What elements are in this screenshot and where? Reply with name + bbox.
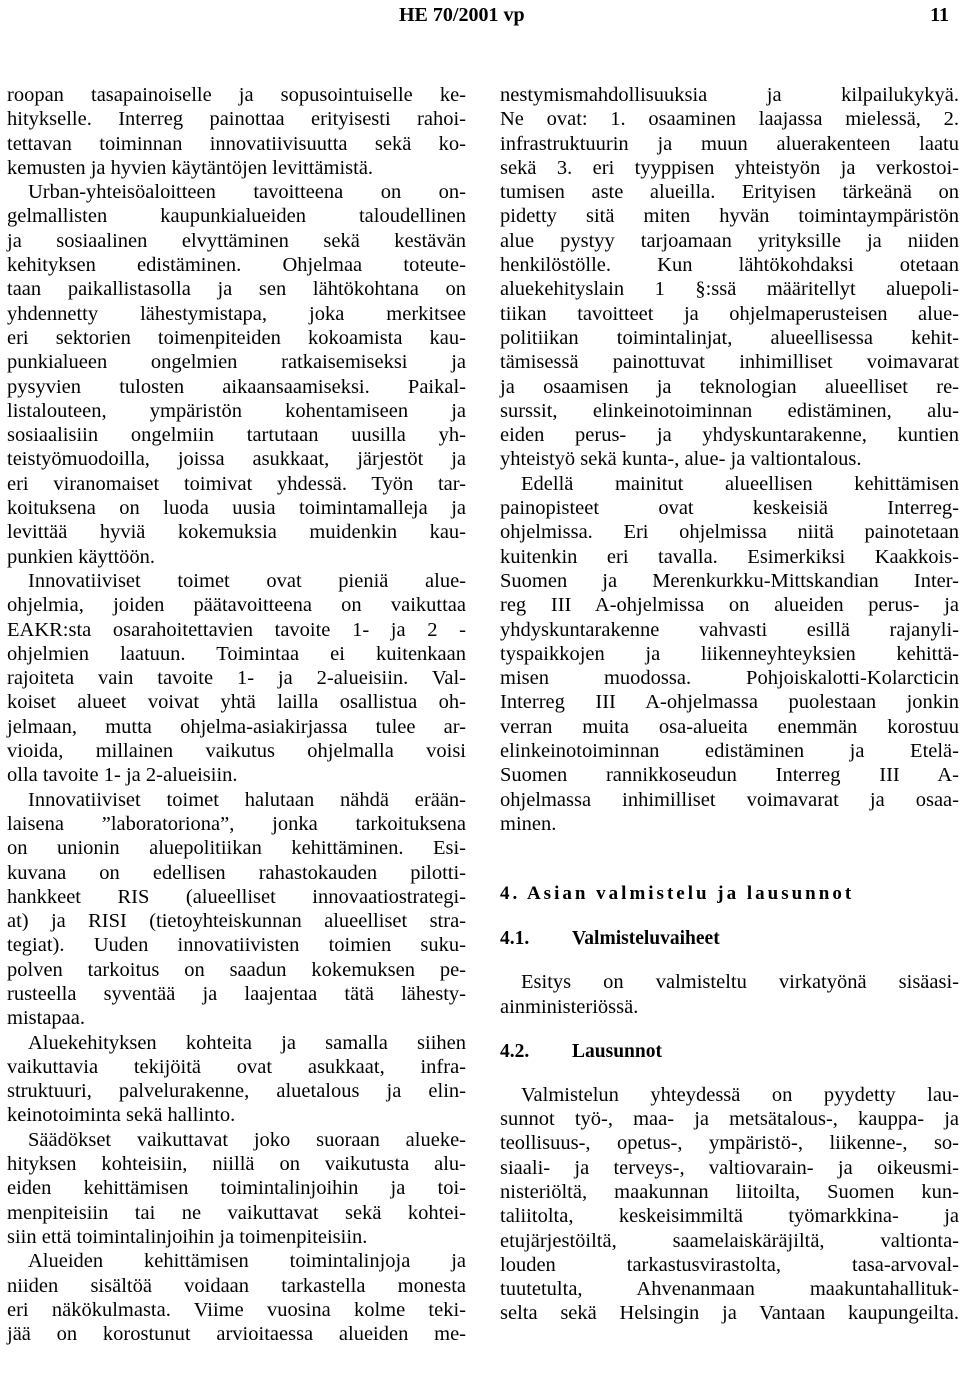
text-line: ohjelmien laatuun. Toimintaa ei kuitenkaan <box>7 642 466 665</box>
section-number: 4.2. <box>500 1040 530 1062</box>
text-line: tumisen aste alueilla. Erityisen tärkeänä on <box>500 181 959 204</box>
text-line: at) ja RISI (tietoyhteiskunnan alueelliset stra- <box>7 910 466 933</box>
text-line: alue pystyy tarjoamaan yrityksille ja niiden <box>500 229 959 252</box>
text-line: Valmistelun yhteydessä on pyydetty lau- <box>521 1083 959 1106</box>
text-line: ja osaamisen ja teknologian alueelliset re- <box>500 375 959 398</box>
text-line: niiden sisältöä voidaan tarkastella monesta <box>7 1274 466 1297</box>
text-line: laisena ”laboratoriona”, jonka tarkoituksena <box>7 812 466 835</box>
text-line: Aluekehityksen kohteita ja samalla siihen <box>28 1031 466 1054</box>
text-line: levittää hyviä kokemuksia muidenkin kau- <box>7 521 466 544</box>
right-intro-text <box>500 83 959 836</box>
text-line: tyspaikkojen ja liikenneyhteyksien kehittä- <box>500 642 959 665</box>
text-line: vioida, millainen vaikutus ohjelmalla voisi <box>7 740 466 763</box>
text-line: keinotoiminta sekä hallinto. <box>7 1104 236 1127</box>
text-line: punkien käyttöön. <box>7 545 156 568</box>
text-line: jelmaan, mutta ohjelma-asiakirjassa tulee ar- <box>7 715 466 738</box>
text-line: Suomen rannikkoseudun Interreg III A- <box>500 764 959 787</box>
text-line: ja sosiaalinen elvyttäminen sekä kestävän <box>7 229 466 252</box>
text-line: EAKR:sta osarahoitettavien tavoite 1- ja 2 - <box>7 618 466 641</box>
text-line: Interreg III A-ohjelmassa puolestaan jonkin <box>500 691 959 714</box>
text-line: koiset alueet voivat yhtä lailla osallistua oh- <box>7 691 466 714</box>
text-line: kehityksen edistäminen. Ohjelmaa toteute- <box>7 254 466 277</box>
text-line: listalouteen, ympäristön kohentamiseen ja <box>7 399 466 422</box>
text-line: tuutetulta, Ahvenanmaan maakuntahallituk- <box>500 1278 959 1301</box>
text-line: surssit, elinkeinotoiminnan edistäminen, alu- <box>500 399 959 422</box>
text-line: menpiteisiin tai ne vaikuttavat sekä kohtei- <box>7 1201 466 1224</box>
text-line: on unionin aluepolitiikan kehittäminen. Esi- <box>7 837 466 860</box>
text-line: eiden perus- ja yhdyskuntarakenne, kuntien <box>500 424 959 447</box>
page-header <box>0 4 960 30</box>
text-line: kuitenkin eri tavalla. Esimerkiksi Kaakkois- <box>500 545 959 568</box>
text-line: Alueiden kehittämisen toimintalinjoja ja <box>28 1250 466 1273</box>
text-line: olla tavoite 1- ja 2-alueisiin. <box>7 764 238 787</box>
text-line: henkilöstölle. Kun lähtökohdaksi otetaan <box>500 254 959 277</box>
text-line: struktuuri, palvelurakenne, aluetalous ja elin- <box>7 1080 466 1103</box>
text-line: tämisessä painottuvat inhimilliset voimavarat <box>500 351 959 374</box>
text-line: koituksena on luoda uusia toimintamalleja ja <box>7 497 466 520</box>
text-line: infrastruktuurin ja muun aluerakenteen laatu <box>500 132 959 155</box>
text-line: Urban-yhteisöaloitteen tavoitteena on on- <box>28 181 466 204</box>
text-line: punkialueen ongelmien ratkaisemiseksi ja <box>7 351 466 374</box>
text-line: tiikan tavoitteet ja ohjelmaperusteisen alue- <box>500 302 959 325</box>
text-line: rusteella syventää ja laajentaa tätä lähesty- <box>7 982 466 1005</box>
text-line: elinkeinotoiminnan edistäminen ja Etelä- <box>500 740 959 763</box>
section-heading-4-1 <box>500 927 959 951</box>
text-line: misen muodossa. Pohjoiskalotti-Kolarcticin <box>500 667 959 690</box>
text-line: gelmallisten kaupunkialueiden taloudellinen <box>7 205 466 228</box>
text-line: siin että toimintalinjoihin ja toimenpiteisiin. <box>7 1225 368 1248</box>
text-line: Säädökset vaikuttavat joko suoraan alueke- <box>28 1128 466 1151</box>
text-line: ohjelmia, joiden päätavoitteena on vaikuttaa <box>7 594 466 617</box>
text-line: louden tarkastusvirastolta, tasa-arvoval- <box>500 1253 959 1276</box>
page-number: 11 <box>930 4 949 26</box>
text-line: reg III A-ohjelmissa on alueiden perus- ja <box>500 594 959 617</box>
text-line: sosiaalisiin ongelmiin tartutaan uusilla yh- <box>7 424 466 447</box>
text-line: Suomen ja Merenkurkku-Mittskandian Inter- <box>500 569 959 592</box>
text-line: sunnot työ-, maa- ja metsätalous-, kauppa- ja <box>500 1108 959 1131</box>
text-line: tegiat). Uuden innovatiivisten toimien suku- <box>7 934 466 957</box>
section-title: Lausunnot <box>572 1040 662 1062</box>
text-line: painopisteet ovat keskeisiä Interreg- <box>500 497 959 520</box>
text-line: roopan tasapainoiselle ja sopusointuiselle ke- <box>7 84 466 106</box>
text-line: nisteriöltä, maakunnan liitoilta, Suomen kun- <box>500 1180 959 1203</box>
text-line: hityksen kohteisiin, niillä on vaikutusta alu- <box>7 1153 466 1176</box>
text-line: kuvana on edellisen rahastokauden pilotti- <box>7 861 466 884</box>
section-heading-4-2 <box>500 1040 959 1064</box>
text-line: eiden kehittämisen toimintalinjoihin ja toi- <box>7 1177 466 1200</box>
text-line: siaali- ja terveys-, valtiovarain- ja oikeusmi- <box>500 1156 959 1179</box>
text-line: sekä 3. eri tyyppisen yhteistyön ja verkostoi- <box>500 156 959 179</box>
text-line: ohjelmissa. Eri ohjelmissa niitä painotetaan <box>500 521 959 544</box>
right-column <box>500 83 959 1326</box>
section-4-2-body <box>500 1083 959 1326</box>
text-line: eri sektorien toimenpiteiden kokoamista kau- <box>7 326 466 349</box>
text-line: teistyömuodoilla, joissa asukkaat, järjestöt ja <box>7 448 466 471</box>
text-line: Edellä mainitut alueellisen kehittämisen <box>521 472 959 495</box>
text-line: politiikan toimintalinjat, alueellisessa kehit- <box>500 326 959 349</box>
section-title: Valmisteluvaiheet <box>572 928 720 950</box>
text-line: Innovatiiviset toimet halutaan nähdä erään- <box>28 788 466 811</box>
text-line: rajoiteta vain tavoite 1- ja 2-alueisiin. Val- <box>7 667 466 690</box>
text-line: taan paikallistasolla ja sen lähtökohtana on <box>7 278 466 301</box>
text-line: jää on korostunut arvioitaessa alueiden me- <box>7 1323 466 1346</box>
text-line: yhdennetty lähestymistapa, joka merkitsee <box>7 302 466 325</box>
text-line: Innovatiiviset toimet ovat pieniä alue- <box>28 569 466 592</box>
text-line: pidetty sitä miten hyvän toimintaympäristön <box>500 205 959 228</box>
text-line: yhteistyö sekä kunta-, alue- ja valtiontalous. <box>500 448 862 471</box>
text-line: hankkeet RIS (alueelliset innovaatiostrategi- <box>7 885 466 908</box>
text-line: pysyvien tulosten aikaansaamiseksi. Paikal- <box>7 375 466 398</box>
text-line: taliitolta, keskeisimmiltä työmarkkina- ja <box>500 1205 959 1228</box>
text-line: eri näkökulmasta. Viime vuosina kolme teki- <box>7 1298 466 1321</box>
section-4-1-body <box>500 970 959 1019</box>
text-line: etujärjestöiltä, saamelaiskäräjiltä, valtionta- <box>500 1229 959 1252</box>
text-line: vaikuttavia tekijöitä ovat asukkaat, infra- <box>7 1055 466 1078</box>
text-line: Ne ovat: 1. osaaminen laajassa mielessä, 2. <box>500 108 959 131</box>
text-line: nestymismahdollisuuksia ja kilpailukykyä. <box>500 84 959 106</box>
text-line: yhdyskuntarakenne vahvasti esillä rajanyli- <box>500 618 959 641</box>
text-line: ainministeriössä. <box>500 995 639 1018</box>
text-line: eri viranomaiset toimivat yhdessä. Työn tar- <box>7 472 466 495</box>
document-id: HE 70/2001 vp <box>399 4 525 26</box>
text-line: selta sekä Helsingin ja Vantaan kaupungeilta. <box>500 1302 959 1325</box>
text-line: tettavan toiminnan innovatiivisuutta sekä ko- <box>7 132 466 155</box>
section-number: 4.1. <box>500 928 530 950</box>
text-line: teollisuus-, opetus-, ympäristö-, liikenne-, so- <box>500 1132 959 1155</box>
text-line: Esitys on valmisteltu virkatyönä sisäasi- <box>521 971 959 994</box>
text-line: verran muita osa-alueita enemmän korostuu <box>500 715 959 738</box>
text-line: polven tarkoitus on saadun kokemuksen pe- <box>7 958 466 981</box>
text-line: aluekehityslain 1 §:ssä määritellyt aluepoli- <box>500 278 959 301</box>
text-line: minen. <box>500 812 557 835</box>
text-line: mistapaa. <box>7 1007 85 1030</box>
text-line: hitykselle. Interreg painottaa erityisesti rahoi- <box>7 108 466 131</box>
text-line: kemusten ja hyvien käytäntöjen levittämistä. <box>7 156 374 179</box>
text-line: ohjelmassa inhimilliset voimavarat ja osaa- <box>500 788 959 811</box>
chapter-heading: 4. Asian valmistelu ja lausunnot <box>500 883 855 905</box>
left-column <box>7 83 466 1346</box>
